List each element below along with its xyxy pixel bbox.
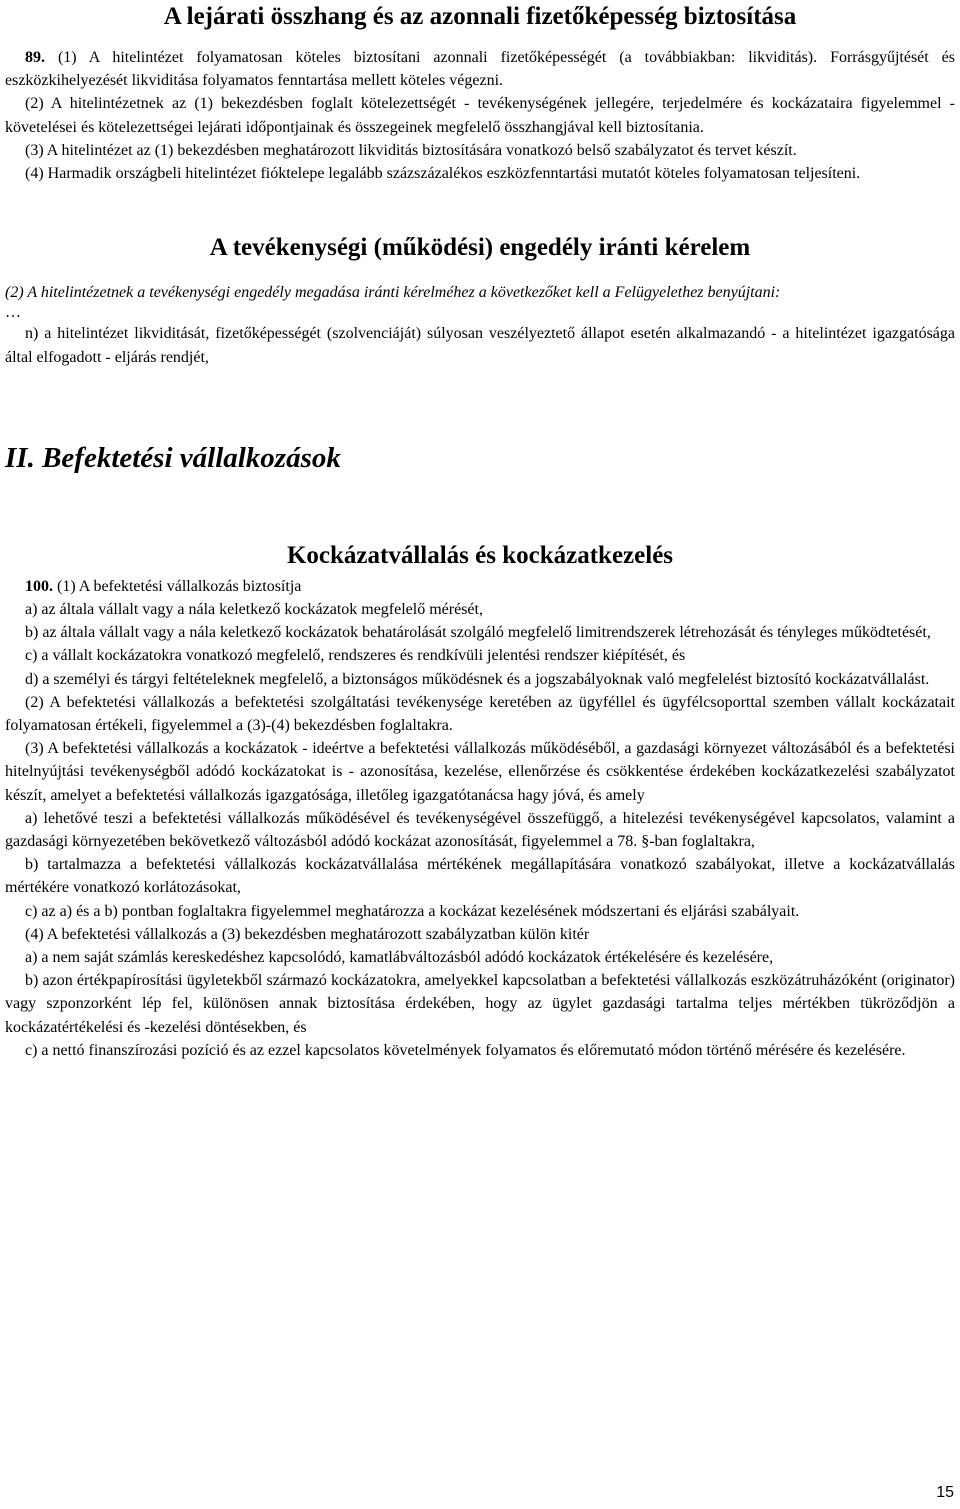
- paragraph-100-4-c: c) a nettó finanszírozási pozíció és az ezzel kapcsolatos követelmények folyamatos és előremutató módon történő mérésére és kezelésére.: [25, 1041, 906, 1059]
- document-content: [5, 0, 955, 1062]
- section-title-investment-firms: II. Befektetési vállalkozások: [5, 441, 341, 474]
- section-title-liquidity: A lejárati összhang és az azonnali fizetőképesség biztosítása: [163, 3, 797, 30]
- paragraph-100-1-b: b) az általa vállalt vagy a nála keletkező kockázatok behatárolását szolgáló megfelelő limitrendszerek létrehozását és tényleges működtetését,: [25, 624, 931, 642]
- section-title-risk-management: Kockázatvállalás és kockázatkezelés: [286, 541, 674, 569]
- paragraph-100-1-d: d) a személyi és tárgyi feltételeknek megfelelő, a biztonságos működésnek és a jogszabályoknak való megfelelést biztosító kockázatvállalást.: [25, 670, 930, 688]
- paragraph-89-3: (3) A hitelintézet az (1) bekezdésben meghatározott likviditás biztosítására vonatkozó belső szabályzatot és tervet készít.: [25, 141, 797, 159]
- paragraph-100-1-c: c) a vállalt kockázatokra vonatkozó megfelelő, rendszeres és rendkívüli jelentési rendszer kiépítését, és: [25, 647, 686, 665]
- omission-ellipsis: …: [5, 304, 21, 322]
- paragraph-89-1: [5, 46, 955, 92]
- paragraph-text: (1) A befektetési vállalkozás biztosítja: [57, 577, 302, 595]
- paragraph-number: 89.: [25, 49, 45, 66]
- paragraph-89-4: (4) Harmadik országbeli hitelintézet fióktelepe legalább százszázalékos eszközfenntartási mutatót köteles folyamatosan teljesíteni.: [25, 165, 861, 183]
- paragraph-100-3-b: b) tartalmazza a befektetési vállalkozás kockázatvállalása mértékének megállapítására vonatkozó szabályokat, illetve a kockázatvállalás mértékére vonatkozó korlátozásokat,: [5, 856, 955, 897]
- paragraph-100-4-b: b) azon értékpapírosítási ügyletekből származó kockázatokra, amelyekkel kapcsolatban a befektetési vállalkozás eszközátruházóként (originator) vagy szponzorként lép fel, különösen annak biztosítása érdekében, hogy az ügylet gazdasági tartalma teljes mértékben tükröződjön a kockázatértékelési és -kezelési döntésekben, és: [5, 972, 955, 1036]
- section-title-license-application: A tevékenységi (működési) engedély iránti kérelem: [209, 234, 751, 262]
- paragraph-100-1-a: a) az általa vállalt vagy a nála keletkező kockázatok megfelelő mérését,: [25, 601, 483, 619]
- paragraph-100-3-c: c) az a) és a b) pontban foglaltakra figyelemmel meghatározza a kockázat kezelésének módszertani és eljárási szabályait.: [25, 902, 800, 920]
- paragraph-license-intro: (2) A hitelintézetnek a tevékenységi engedély megadása iránti kérelméhez a következőket kell a Felügyelethez benyújtani:: [5, 284, 781, 302]
- paragraph-text: (1) A hitelintézet folyamatosan köteles biztosítani azonnali fizetőképességét (a továbbiakban: likviditás). Forrásgyűjtését és eszközkihelyezését likviditása folyamatos fenntartása mellett köteles végezni.: [5, 49, 956, 90]
- paragraph-100-2: (2) A befektetési vállalkozás a befektetési szolgáltatási tevékenysége keretében az ügyféllel és ügyfélcsoporttal szemben vállalt kockázatait folyamatosan értékeli, figyelemmel a (3)-(4) bekezdésben foglaltakra.: [5, 693, 955, 735]
- paragraph-license-item-n: n) a hitelintézet likviditását, fizetőképességét (szolvenciáját) súlyosan veszélyeztető állapot esetén alkalmazandó - a hitelintézet igazgatósága által elfogadott - eljárás rendjét,: [5, 325, 955, 366]
- paragraph-100-3: (3) A befektetési vállalkozás a kockázatok - ideértve a befektetési vállalkozás működéséből, a gazdasági környezet változásából és a befektetési hitelnyújtási tevékenységből adódó kockázatokat is - azonosítása, kezelése, ellenőrzése és csökkentése érdekében kockázatkezelési szabályzatot készít, amelyet a befektetési vállalkozás igazgatósága, illetőleg igazgatótanácsa hagy jóvá, és amely: [5, 740, 955, 804]
- paragraph-100-4-a: a) a nem saját számlás kereskedéshez kapcsolódó, kamatlábváltozásból adódó kockázatok értékelésére és kezelésére,: [25, 949, 774, 967]
- paragraph-number: 100.: [25, 577, 53, 595]
- page-number: 15: [936, 1484, 954, 1501]
- paragraph-100-1: [5, 575, 955, 598]
- paragraph-89-2: (2) A hitelintézetnek az (1) bekezdésben foglalt kötelezettségét - tevékenységének jellegére, terjedelmére és kockázataira figyelemmel - követelései és kötelezettségei lejárati időpontjainak és összegeinek megfelelő összhangjával kell biztosítania.: [5, 95, 955, 136]
- paragraph-100-4: (4) A befektetési vállalkozás a (3) bekezdésben meghatározott szabályzatban külön kitér: [25, 925, 590, 943]
- paragraph-100-3-a: a) lehetővé teszi a befektetési vállalkozás működésével és tevékenységével összefüggő, a hitelezési tevékenységével kapcsolatos, valamint a gazdasági környezetében bekövetkező változásból adódó kockázat azonosítását, figyelemmel a 78. §-ban foglaltakra,: [5, 809, 955, 851]
